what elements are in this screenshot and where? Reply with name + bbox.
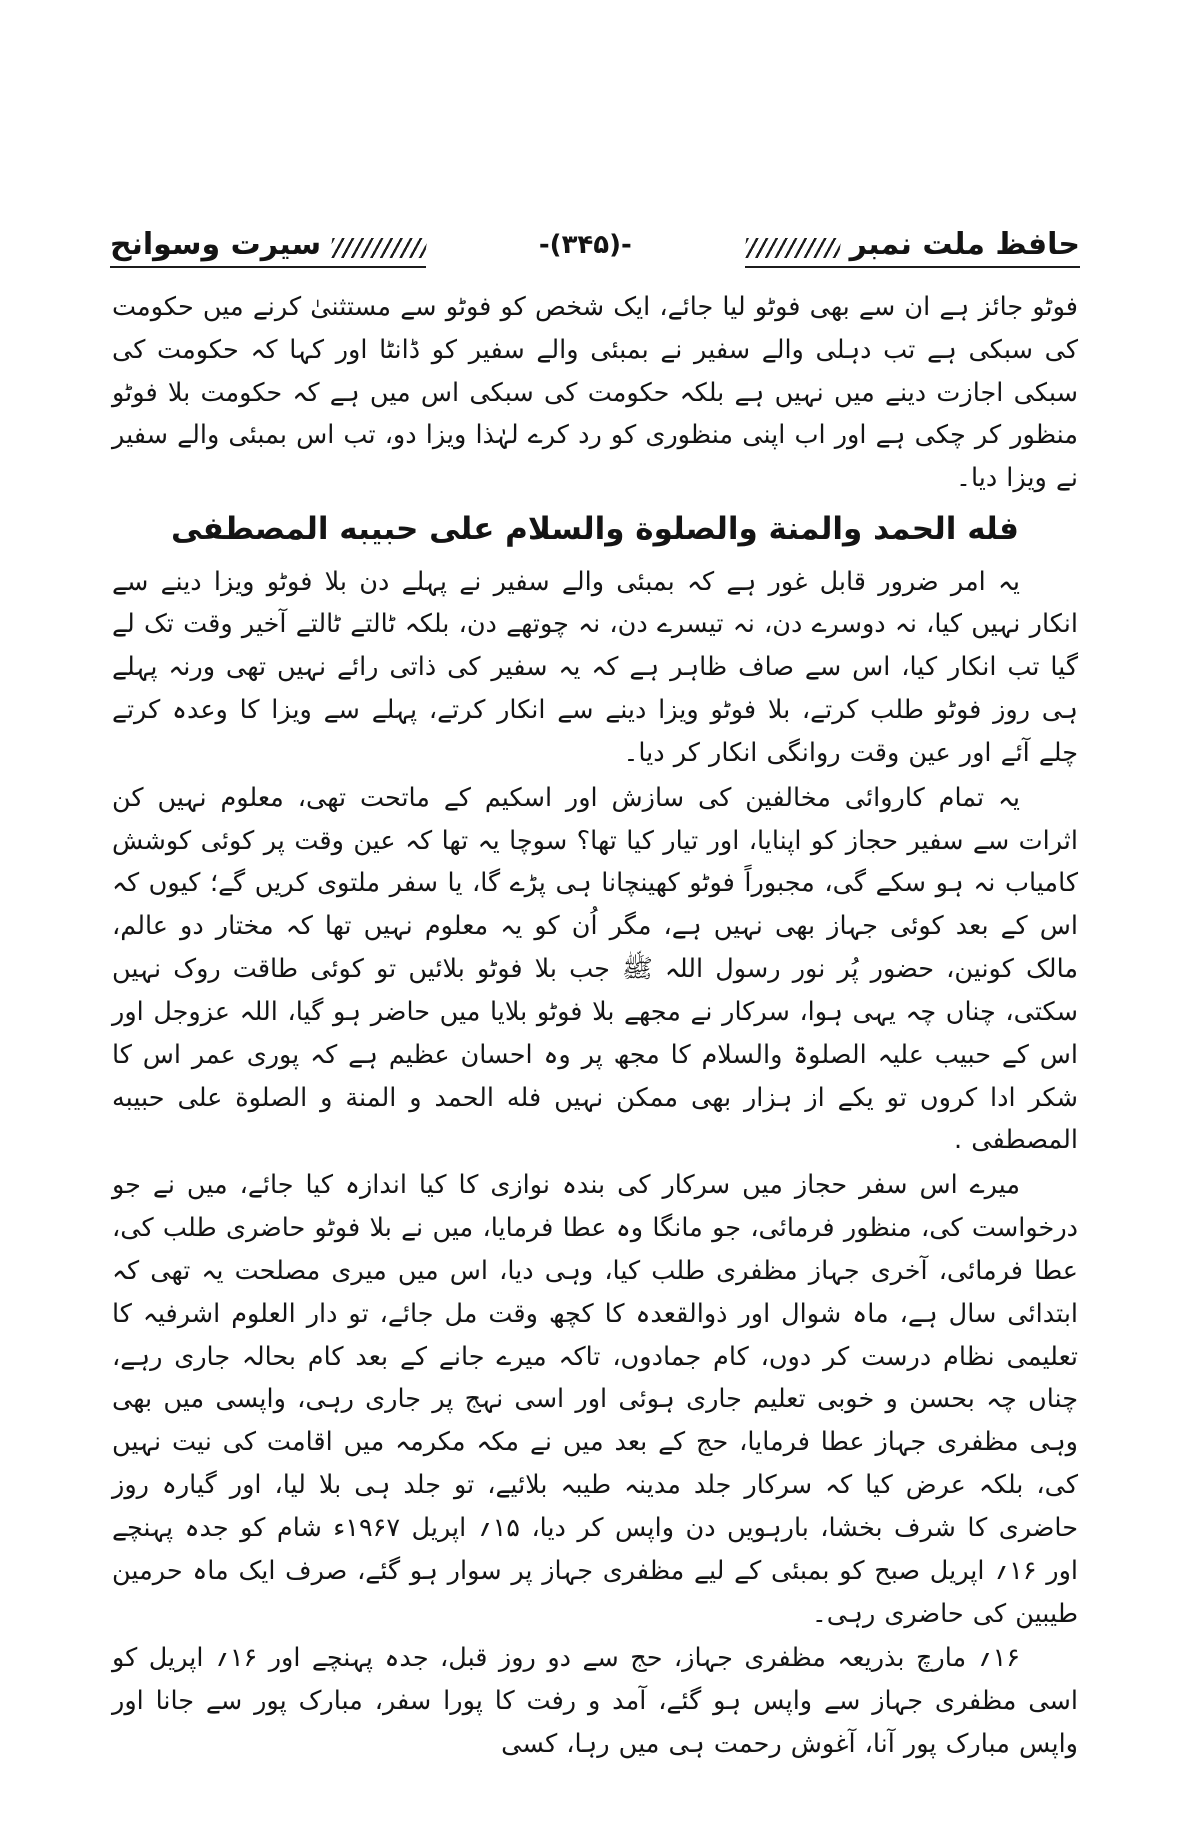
decorative-hatch-icon [743, 238, 841, 258]
body-paragraph-4: میرے اس سفر حجاز میں سرکار کی بندہ نوازی کا کیا اندازہ کیا جائے، میں نے جو درخواست کی، منظور فرمائی، جو مانگا وہ عطا فرمایا، میں نے بلا فوٹو حاضری طلب کی، عطا فرمائی، آخری جہاز مظفری طلب کیا، وہی دیا، اس میں میری مصلحت یہ تھی کہ ابتدائی سال ہے، ماہ شوال اور ذوالقعدہ کا کچھ وقت مل جائے، تو دار العلوم اشرفیہ کا تعلیمی نظام درست کر دوں، کام جمادوں، تاکہ میرے جانے کے بعد کام بحالہ جاری رہے، چناں چہ بحسن و خوبی تعلیم جاری ہوئی اور اسی نہج پر جاری رہی، واپسی میں بھی وہی مظفری جہاز عطا فرمایا، حج کے بعد میں نے مکہ مکرمہ میں اقامت کی نیت نہیں کی، بلکہ عرض کیا کہ سرکار جلد مدینہ طیبہ بلائیے، تو جلد ہی بلا لیا، اور گیارہ روز حاضری کا شرف بخشا، بارہویں دن واپس کر دیا، ۱۵؍ اپریل ۱۹۶۷ء شام کو جدہ پہنچے اور ۱۶؍ اپریل صبح کو بمبئی کے لیے مظفری جہاز پر سوار ہو گئے، صرف ایک ماہ حرمین طیبین کی حاضری رہی۔ [112, 1170, 1078, 1629]
header-left-block [110, 228, 426, 268]
page-body [0, 268, 1190, 1828]
body-paragraph-1: فوٹو جائز ہے ان سے بھی فوٹو لیا جائے، ایک شخص کو فوٹو سے مستثنیٰ کرنے میں حکومت کی سبکی ہے تب دہلی والے سفیر نے بمبئی والے سفیر کو ڈانٹا اور کہا کہ حکومت کی سبکی اجازت دینے میں نہیں ہے بلکہ حکومت کی سبکی اس میں ہے کہ حکومت بلا فوٹو منظور کر چکی ہے اور اب اپنی منظوری کو رد کرے لہٰذا ویزا دو، تب اس بمبئی والے سفیر نے ویزا دیا۔ [112, 292, 1078, 494]
arabic-benediction-line: فله الحمد والمنة والصلوة والسلام على حبيبه المصطفى [171, 511, 1019, 548]
page-header [0, 0, 1190, 268]
header-right-title: حافظ ملت نمبر [849, 227, 1080, 262]
page-number: -(۳۴۵)- [538, 230, 632, 260]
body-paragraph-2: یہ امر ضرور قابل غور ہے کہ بمبئی والے سفیر نے پہلے دن بلا فوٹو ویزا دینے سے انکار نہیں کیا، نہ دوسرے دن، نہ تیسرے دن، نہ چوتھے دن، بلکہ ٹالتے ٹالتے آخیر وقت تک لے گیا تب انکار کیا، اس سے صاف ظاہر ہے کہ یہ سفیر کی ذاتی رائے نہیں تھی ورنہ پہلے ہی روز فوٹو طلب کرتے، بلا فوٹو ویزا دینے سے انکار کرتے، پہلے سے ویزا کا وعدہ کرتے چلے آئے اور عین وقت روانگی انکار کر دیا۔ [112, 566, 1078, 768]
decorative-hatch-icon [330, 238, 428, 258]
header-right-block [745, 228, 1080, 268]
header-left-title: سیرت وسوانح [110, 227, 322, 262]
body-paragraph-5: ۱۶؍ مارچ بذریعہ مظفری جہاز، حج سے دو روز قبل، جدہ پہنچے اور ۱۶؍ اپریل کو اسی مظفری جہاز سے واپس ہو گئے، آمد و رفت کا پورا سفر، مبارک پور سے جانا اور واپس مبارک پور آنا، آغوش رحمت ہی میں رہا، کسی [112, 1643, 1078, 1759]
body-paragraph-3: یہ تمام کاروائی مخالفین کی سازش اور اسکیم کے ماتحت تھی، معلوم نہیں کن اثرات سے سفیر حجاز کو اپنایا، اور تیار کیا تھا؟ سوچا یہ تھا کہ عین وقت پر کوئی کوشش کامیاب نہ ہو سکے گی، مجبوراً فوٹو کھینچانا ہی پڑے گا، یا سفر ملتوی کریں گے؛ کیوں کہ اس کے بعد کوئی جہاز بھی نہیں ہے، مگر اُن کو یہ معلوم نہیں تھا کہ مختار دو عالم، مالک کونین، حضور پُر نور رسول اللہ ﷺ جب بلا فوٹو بلائیں تو کوئی طاقت روک نہیں سکتی، چناں چہ یہی ہوا، سرکار نے مجھے بلا فوٹو بلایا میں حاضر ہو گیا، اللہ عزوجل اور اس کے حبیب علیہ الصلوۃ والسلام کا مجھ پر وہ احسان عظیم ہے کہ پوری عمر اس کا شکر ادا کروں تو یکے از ہزار بھی ممکن نہیں فله الحمد و المنة و الصلوة على حبيبه المصطفى . [112, 782, 1078, 1156]
